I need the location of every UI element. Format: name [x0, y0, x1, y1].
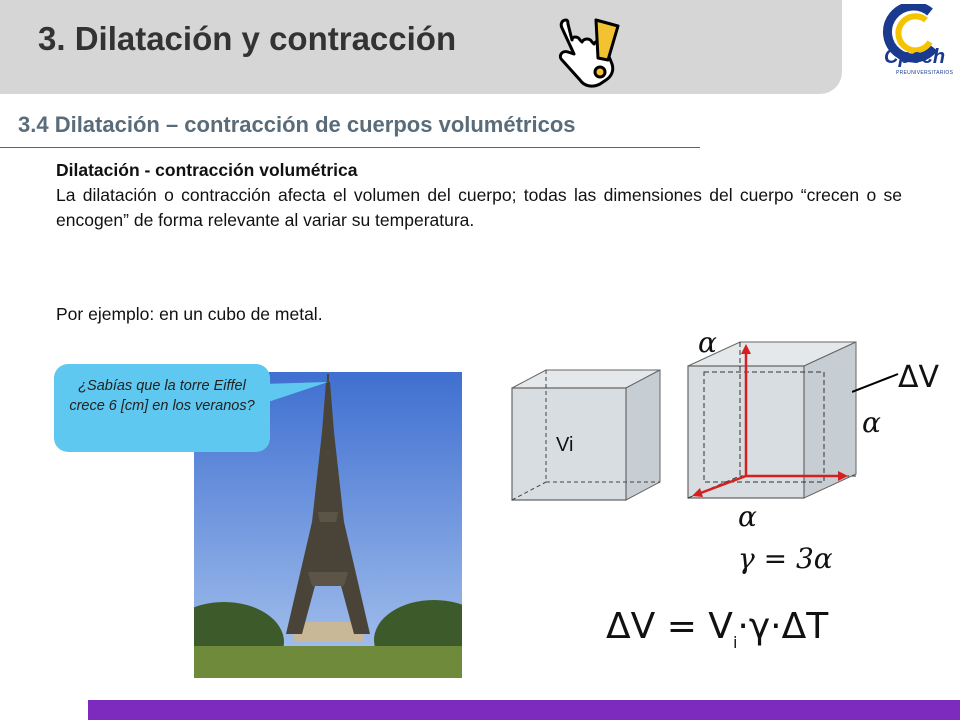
logo-subtext: PREUNIVERSITARIOS	[896, 70, 954, 76]
small-cube-label: Vi	[556, 434, 574, 456]
small-cube-diagram	[506, 366, 666, 506]
formula-lhs: ΔV = V	[606, 606, 733, 647]
callout-text: ¿Sabías que la torre Eiffel crece 6 [cm] en los veranos?	[69, 378, 255, 414]
content-body: La dilatación o contracción afecta el volumen del cuerpo; todas las dimensiones del cuerpo “crecen o se encogen” de forma relevante al variar su temperatura.	[56, 185, 902, 230]
big-cube-diagram	[680, 338, 860, 502]
alpha-symbol-top: α	[698, 326, 717, 359]
logo-text: Cpech	[884, 46, 946, 68]
example-text: Por ejemplo: en un cubo de metal.	[56, 304, 323, 324]
delta-v-pointer-line	[852, 372, 900, 394]
alpha-symbol-right: α	[862, 406, 881, 439]
delta-v-label: ΔV	[898, 360, 940, 395]
slide-title: 3. Dilatación y contracción	[38, 20, 457, 57]
formula-subscript: i	[732, 633, 738, 652]
volumetric-expansion-formula	[606, 606, 828, 652]
section-subtitle: 3.4 Dilatación – contracción de cuerpos volumétricos	[18, 112, 576, 137]
callout-pointer	[262, 378, 332, 408]
content-heading: Dilatación - contracción volumétrica	[56, 160, 358, 180]
footer-bar	[88, 700, 960, 720]
subtitle-divider	[0, 147, 700, 148]
alpha-symbol-bottom: α	[738, 500, 757, 533]
formula-rhs: ·γ·ΔT	[737, 606, 829, 647]
content-block	[56, 158, 902, 233]
pointing-hand-exclamation-icon	[552, 14, 628, 94]
gamma-relation: γ = 3α	[738, 542, 833, 575]
